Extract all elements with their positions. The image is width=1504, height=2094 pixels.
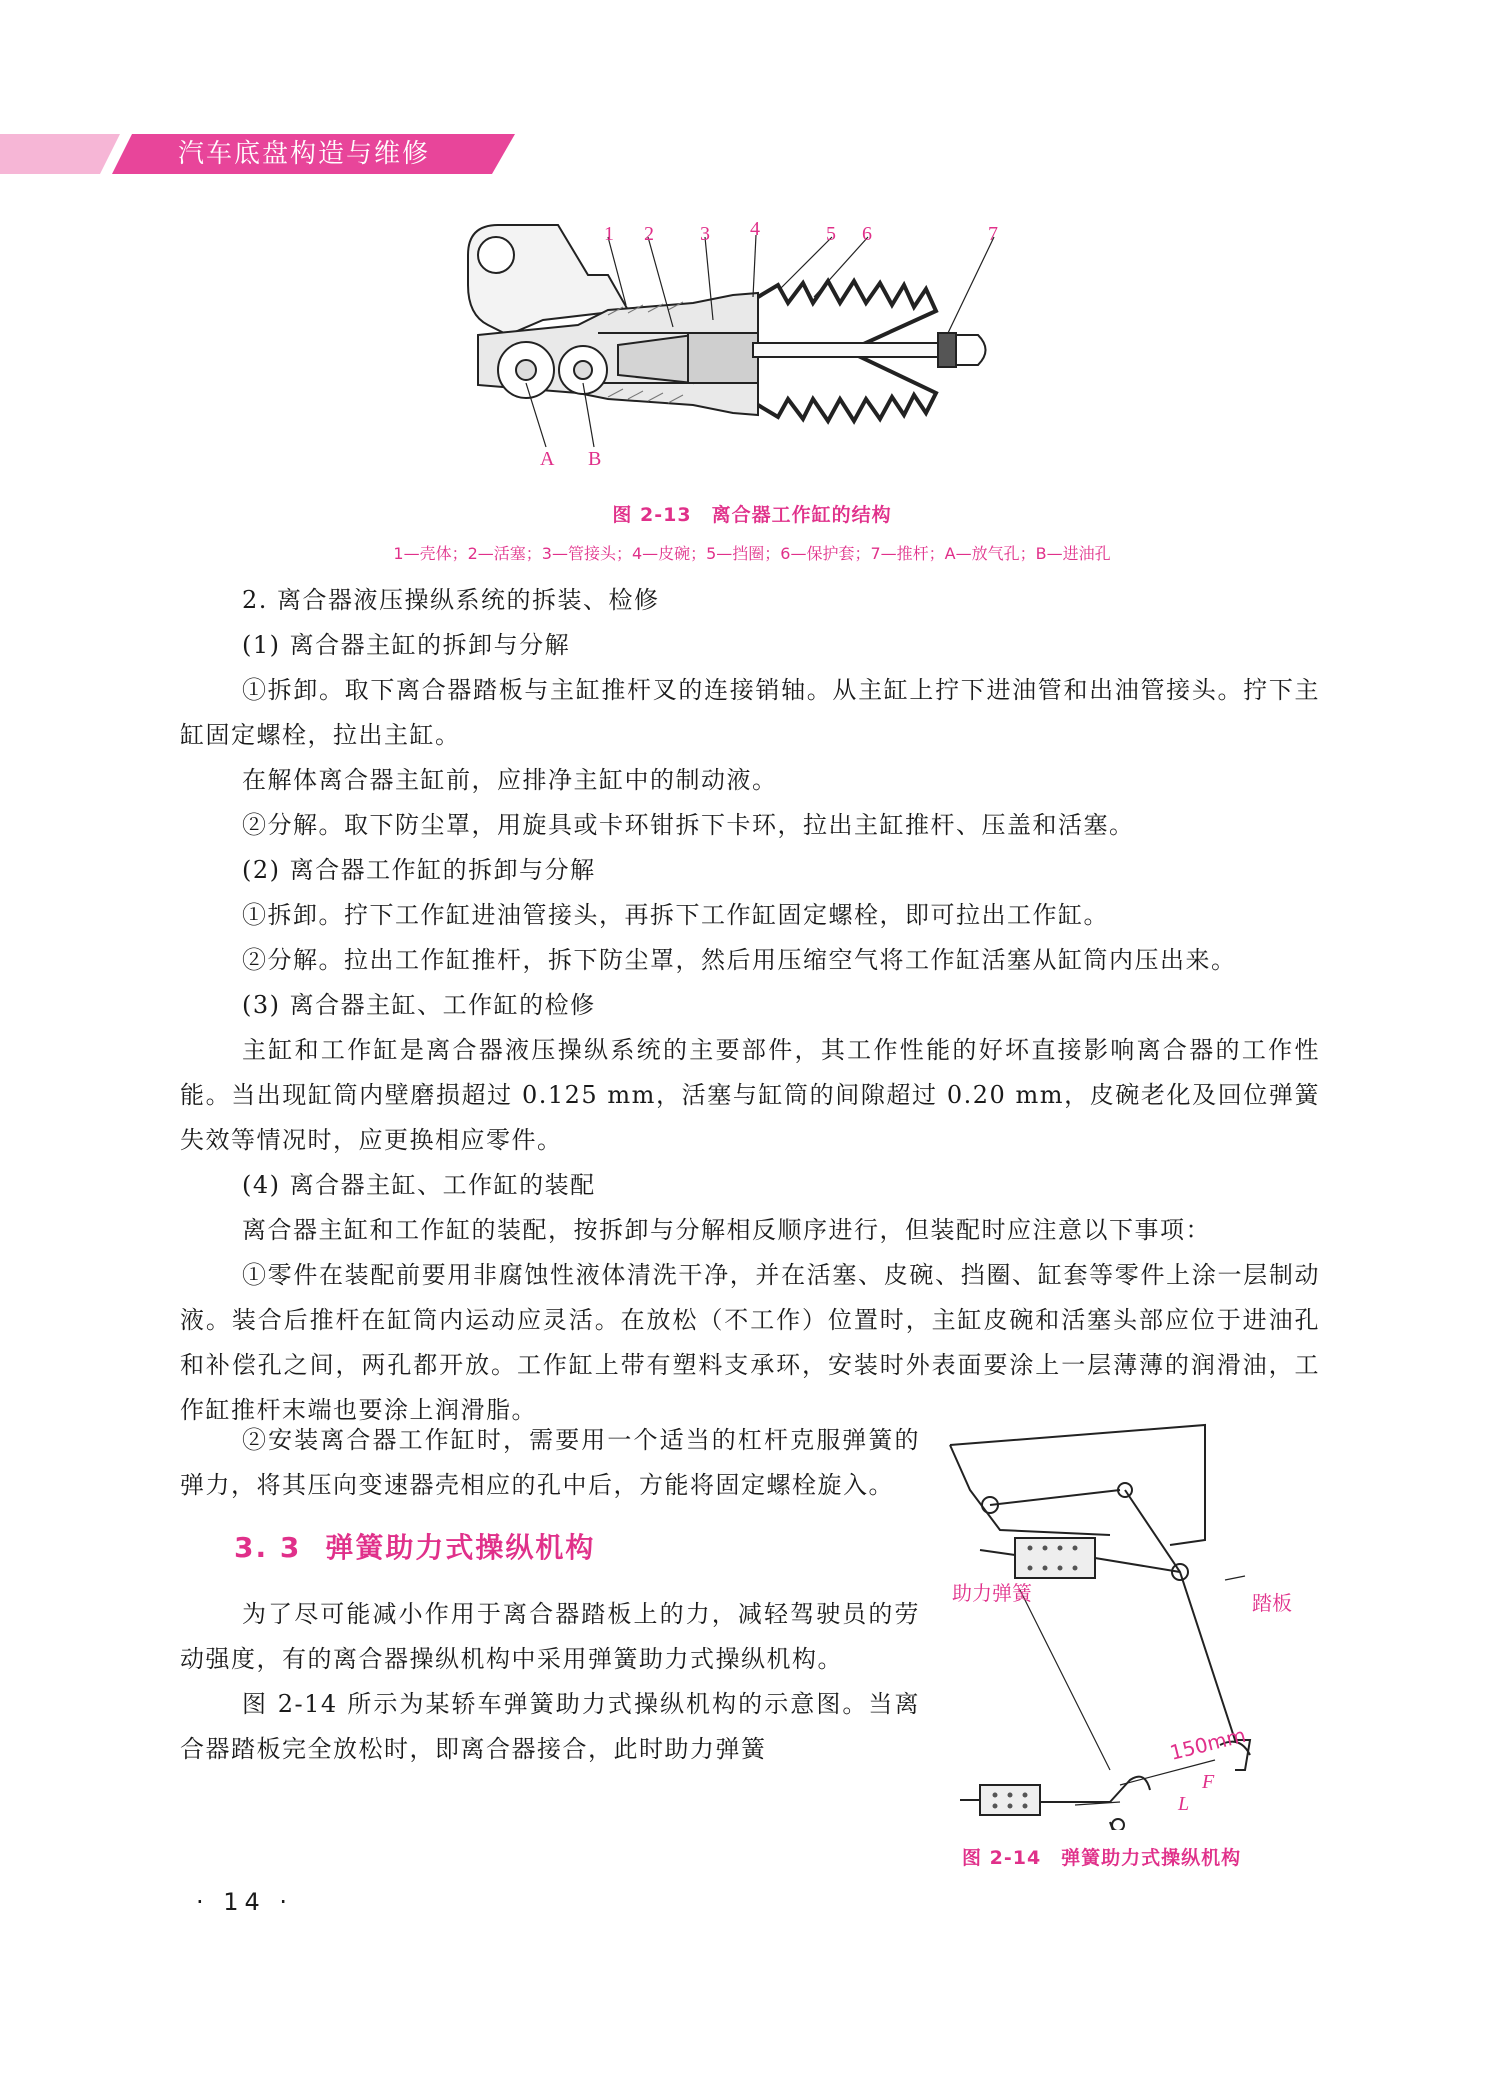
fig13-part-number-2: 2 (644, 223, 654, 245)
running-header-title: 汽车底盘构造与维修 (178, 139, 431, 169)
fig14-label-assist-spring: 助力弹簧 (952, 1581, 1032, 1605)
paragraph: 离合器主缸和工作缸的装配，按拆卸与分解相反顺序进行，但装配时应注意以下事项： (242, 1216, 1211, 1244)
section-2-title: 2. 离合器液压操纵系统的拆装、检修 (242, 586, 660, 614)
fig13-part-number-5: 5 (826, 223, 836, 245)
fig13-part-number-6: 6 (862, 223, 872, 245)
paragraph: ①零件在装配前要用非腐蚀性液体清洗干净，并在活塞、皮碗、挡圈、缸套等零件上涂一层制动液。装合后推杆在缸筒内运动应灵活。在放松（不工作）位置时，主缸皮碗和活塞头部应位于进油孔和补偿孔之间，两孔都开放。工作缸上带有塑料支承环，安装时外表面要涂上一层薄薄的润滑油，工作缸推杆末端也要涂上润滑脂。 (180, 1261, 1320, 1424)
figure-2-13-legend: 1—壳体；2—活塞；3—管接头；4—皮碗；5—挡圈；6—保护套；7—推杆；A—放气孔；B—进油孔 (393, 544, 1111, 563)
paragraph: 主缸和工作缸是离合器液压操纵系统的主要部件，其工作性能的好坏直接影响离合器的工作性能。当出现缸筒内壁磨损超过 0.125 mm，活塞与缸筒的间隙超过 0.20 mm，皮碗老化及回位弹簧失效等情况时，应更换相应零件。 (180, 1036, 1320, 1154)
fig14-label-150mm: 150mm (1167, 1722, 1249, 1765)
subsection-1-title: (1) 离合器主缸的拆卸与分解 (242, 631, 571, 659)
figure-2-14-spring-mechanism-drawing (940, 1410, 1322, 1830)
figure-2-13-slave-cylinder-drawing (448, 215, 1048, 475)
section-3-3-heading (234, 1528, 920, 1568)
paragraph: 图 2-14 所示为某轿车弹簧助力式操纵机构的示意图。当离合器踏板完全放松时，即离合器接合，此时助力弹簧 (180, 1690, 920, 1763)
paragraph: 在解体离合器主缸前，应排净主缸中的制动液。 (242, 766, 778, 794)
section-number: 3. 3 (234, 1531, 302, 1564)
figure-2-13-caption: 图 2-13 离合器工作缸的结构 (612, 504, 892, 526)
fig14-label-length-l: L (1178, 1793, 1190, 1815)
figure-2-14-caption: 图 2-14 弹簧助力式操纵机构 (962, 1847, 1242, 1869)
fig13-part-number-7: 7 (988, 223, 998, 245)
paragraph: ②分解。拉出工作缸推杆，拆下防尘罩，然后用压缩空气将工作缸活塞从缸筒内压出来。 (242, 946, 1237, 974)
fig13-part-number-4: 4 (750, 218, 760, 240)
subsection-2-title: (2) 离合器工作缸的拆卸与分解 (242, 856, 596, 884)
page-number: · 14 · (196, 1888, 294, 1916)
subsection-3-title: (3) 离合器主缸、工作缸的检修 (242, 991, 596, 1019)
paragraph: ①拆卸。取下离合器踏板与主缸推杆叉的连接销轴。从主缸上拧下进油管和出油管接头。拧下主缸固定螺栓，拉出主缸。 (180, 676, 1320, 749)
paragraph: ①拆卸。拧下工作缸进油管接头，再拆下工作缸固定螺栓，即可拉出工作缸。 (242, 901, 1109, 929)
section-title: 弹簧助力式操纵机构 (325, 1531, 596, 1564)
body-text-narrow-column (180, 1418, 920, 1772)
fig13-part-number-3: 3 (700, 223, 710, 245)
fig14-label-pedal: 踏板 (1252, 1591, 1292, 1615)
fig13-part-number-1: 1 (604, 223, 614, 245)
fig13-port-label-b: B (588, 448, 602, 470)
paragraph: ②安装离合器工作缸时，需要用一个适当的杠杆克服弹簧的弹力，将其压向变速器壳相应的孔中后，方能将固定螺栓旋入。 (180, 1426, 920, 1499)
paragraph: ②分解。取下防尘罩，用旋具或卡环钳拆下卡环，拉出主缸推杆、压盖和活塞。 (242, 811, 1135, 839)
fig14-label-force-f: F (1202, 1771, 1215, 1793)
body-text-block (180, 578, 1320, 1433)
fig13-port-label-a: A (540, 448, 555, 470)
subsection-4-title: (4) 离合器主缸、工作缸的装配 (242, 1171, 596, 1199)
paragraph: 为了尽可能减小作用于离合器踏板上的力，减轻驾驶员的劳动强度，有的离合器操纵机构中采用弹簧助力式操纵机构。 (180, 1600, 920, 1673)
